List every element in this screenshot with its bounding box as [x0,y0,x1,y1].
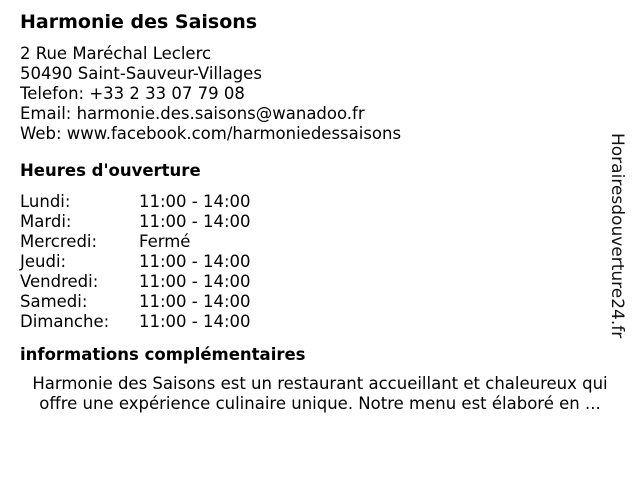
time-value: 11:00 - 14:00 [139,292,251,311]
time-value: Fermé [139,232,191,251]
address-city: 50490 Saint-Sauveur-Villages [20,64,262,83]
restaurant-description [18,374,622,414]
contact-block [20,44,610,144]
hours-row-monday [20,192,610,212]
hours-row-friday [20,272,610,292]
time-value: 11:00 - 14:00 [139,272,251,291]
site-watermark: Horairesdouverture24.fr [607,133,627,339]
day-label: Mardi: [20,212,72,231]
hours-row-sunday [20,312,610,332]
website: Web: www.facebook.com/harmoniedessaisons [20,124,402,143]
business-name: Harmonie des Saisons [20,11,258,33]
time-value: 11:00 - 14:00 [139,312,251,331]
hours-row-thursday [20,252,610,272]
time-value: 11:00 - 14:00 [139,252,251,271]
day-label: Dimanche: [20,312,110,331]
day-label: Vendredi: [20,272,99,291]
opening-hours-table [20,192,610,332]
time-value: 11:00 - 14:00 [139,212,251,231]
description-line: offre une expérience culinaire unique. Notre menu est élaboré en ... [39,394,601,413]
hours-row-wednesday [20,232,610,252]
phone-number: Telefon: +33 2 33 07 79 08 [20,84,245,103]
address-street: 2 Rue Maréchal Leclerc [20,44,212,63]
email-address: Email: harmonie.des.saisons@wanadoo.fr [20,104,365,123]
opening-hours-heading: Heures d'ouverture [20,161,201,180]
additional-info-heading: informations complémentaires [20,345,306,364]
description-line: Harmonie des Saisons est un restaurant accueillant et chaleureux qui [32,374,608,393]
hours-row-tuesday [20,212,610,232]
day-label: Samedi: [20,292,88,311]
hours-row-saturday [20,292,610,312]
day-label: Lundi: [20,192,71,211]
day-label: Mercredi: [20,232,98,251]
day-label: Jeudi: [20,252,67,271]
time-value: 11:00 - 14:00 [139,192,251,211]
business-card [20,8,610,414]
